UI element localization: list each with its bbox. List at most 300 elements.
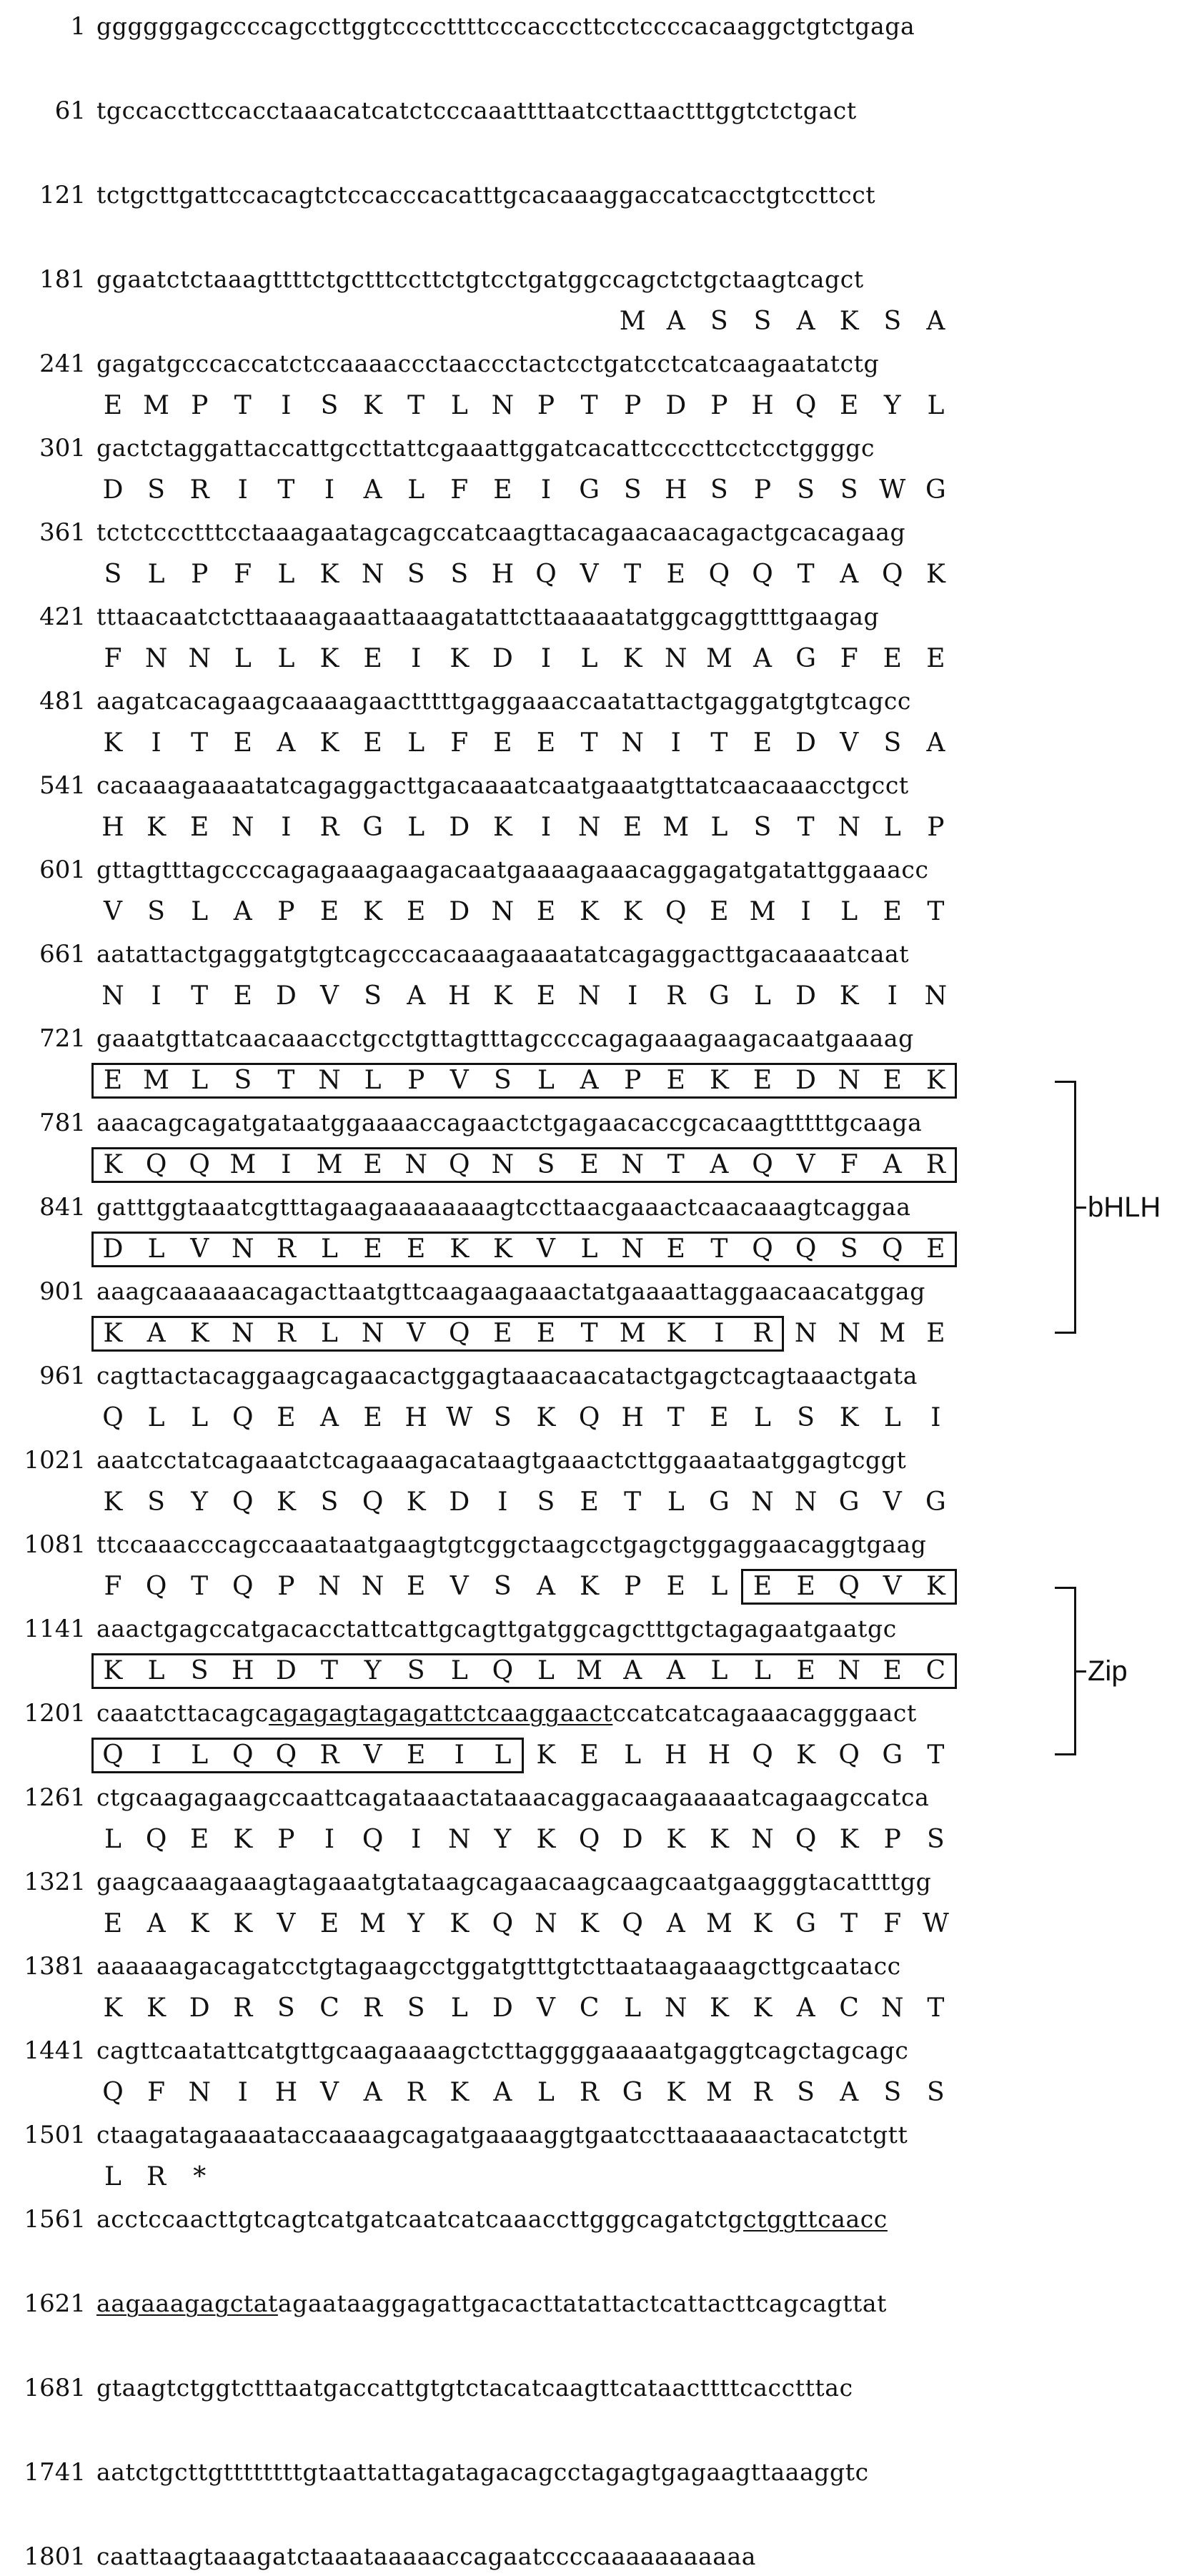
- amino-acid: S: [537, 1150, 555, 1179]
- amino-acid: F: [234, 560, 252, 589]
- nucleotide-line: [0, 1272, 1182, 1311]
- amino-acid: E: [319, 897, 339, 926]
- amino-acid: K: [709, 1825, 729, 1854]
- amino-acid: K: [666, 2078, 686, 2107]
- position-number: 1741: [24, 2458, 86, 2487]
- amino-acid: K: [363, 391, 383, 420]
- amino-acid: T: [624, 1487, 642, 1517]
- amino-acid: A: [537, 1572, 555, 1601]
- amino-acid: S: [927, 1825, 945, 1854]
- amino-acid: L: [407, 475, 425, 505]
- protein-line: [0, 808, 1182, 847]
- domain-box: [91, 1738, 524, 1773]
- amino-acid: S: [407, 1656, 425, 1685]
- amino-acid: K: [103, 1656, 123, 1685]
- amino-acid: T: [191, 728, 209, 758]
- amino-acid: E: [883, 897, 902, 926]
- amino-acid: A: [363, 2078, 382, 2107]
- amino-acid: E: [926, 644, 945, 673]
- amino-acid: K: [146, 1993, 167, 2023]
- amino-acid: S: [147, 475, 165, 505]
- amino-acid: A: [233, 897, 252, 926]
- nucleotide-line: [0, 429, 1182, 467]
- amino-acid: R: [753, 1319, 773, 1348]
- amino-acid: V: [190, 1234, 209, 1264]
- amino-acid: N: [838, 1656, 860, 1685]
- amino-acid: T: [277, 475, 295, 505]
- amino-acid: K: [103, 728, 123, 758]
- amino-acid: N: [838, 813, 860, 842]
- amino-acid: V: [796, 1150, 815, 1179]
- amino-acid: N: [838, 1066, 860, 1095]
- amino-acid: E: [666, 1572, 685, 1601]
- amino-acid: K: [536, 1403, 556, 1432]
- amino-acid: K: [925, 1066, 945, 1095]
- amino-acid: L: [147, 560, 165, 589]
- amino-acid: K: [666, 1319, 686, 1348]
- amino-acid: I: [454, 1740, 465, 1770]
- amino-acid: E: [580, 1487, 599, 1517]
- amino-acid: H: [232, 1656, 254, 1685]
- amino-acid: K: [622, 897, 642, 926]
- amino-acid: N: [794, 1487, 818, 1517]
- dna-sequence: ggggggagccccagccttggtccccttttcccacccttcctccccacaaggctgtctgaga: [96, 12, 915, 40]
- amino-acid: E: [710, 1403, 729, 1432]
- amino-acid: S: [797, 1403, 815, 1432]
- amino-acid: R: [363, 1993, 383, 2023]
- amino-acid: F: [104, 644, 122, 673]
- amino-acid: K: [753, 1909, 773, 1938]
- amino-acid: N: [621, 1234, 644, 1264]
- amino-acid: L: [104, 2162, 121, 2191]
- dna-sequence: ggaatctctaaagttttctgctttccttctgtcctgatggccagctctgctaagtcagct: [96, 265, 864, 293]
- position-number: 61: [54, 96, 86, 125]
- amino-acid: L: [710, 1572, 728, 1601]
- amino-acid: G: [838, 1487, 860, 1517]
- amino-acid: I: [627, 981, 638, 1011]
- amino-acid: K: [319, 644, 339, 673]
- amino-acid: S: [407, 560, 425, 589]
- amino-acid: I: [151, 1740, 162, 1770]
- amino-acid: R: [189, 475, 209, 505]
- position-number: 1261: [24, 1783, 86, 1812]
- amino-acid: A: [840, 560, 859, 589]
- amino-acid: Q: [535, 560, 557, 589]
- amino-acid: N: [751, 1487, 774, 1517]
- amino-acid: T: [667, 1403, 685, 1432]
- amino-acid: R: [146, 2162, 167, 2191]
- dna-sequence: ctaagatagaaaataccaaaagcagatgaaaaggtgaatccttaaaaaactacatctgtt: [96, 2121, 908, 2149]
- amino-acid: C: [319, 1993, 339, 2023]
- amino-acid: E: [753, 1066, 773, 1095]
- amino-acid: L: [191, 1403, 209, 1432]
- amino-acid: F: [840, 1150, 858, 1179]
- amino-acid: T: [407, 391, 425, 420]
- amino-acid: V: [450, 1572, 469, 1601]
- amino-acid: K: [709, 1066, 729, 1095]
- nucleotide-line: [0, 176, 1182, 214]
- position-number: 1441: [24, 2036, 86, 2065]
- nucleotide-line: [0, 2453, 1182, 2492]
- amino-acid: S: [450, 560, 469, 589]
- amino-acid: L: [710, 813, 728, 842]
- amino-acid: E: [363, 1150, 382, 1179]
- protein-line: [0, 640, 1182, 678]
- amino-acid: H: [665, 1740, 687, 1770]
- amino-acid: I: [151, 981, 162, 1011]
- dna-sequence: cagttactacaggaagcagaacactggagtaaacaacatactgagctcagtaaactgata: [96, 1362, 918, 1389]
- nucleotide-line: [0, 1947, 1182, 1986]
- position-number: 1621: [24, 2289, 86, 2318]
- amino-acid: K: [492, 1234, 512, 1264]
- amino-acid: S: [147, 897, 165, 926]
- dna-sequence: aagatcacagaagcaaaagaactttttgaggaaaccaatattactgaggatgtgtcagcc: [96, 687, 912, 715]
- position-number: 1801: [24, 2542, 86, 2571]
- amino-acid: D: [492, 1993, 513, 2023]
- amino-acid: R: [276, 1234, 296, 1264]
- amino-acid: M: [619, 1319, 646, 1348]
- dna-sequence: tctgcttgattccacagtctccacccacatttgcacaaaggaccatcacctgtccttcct: [96, 181, 876, 209]
- amino-acid: T: [191, 981, 209, 1011]
- amino-acid: A: [796, 307, 815, 336]
- amino-acid: D: [449, 813, 470, 842]
- amino-acid: L: [754, 1403, 771, 1432]
- amino-acid: A: [407, 981, 426, 1011]
- amino-acid: L: [580, 1234, 598, 1264]
- amino-acid: P: [277, 1572, 295, 1601]
- amino-acid: L: [624, 1993, 642, 2023]
- amino-acid: N: [751, 1825, 774, 1854]
- amino-acid: S: [753, 813, 772, 842]
- amino-acid: N: [188, 644, 211, 673]
- amino-acid: I: [411, 644, 422, 673]
- amino-acid: E: [233, 728, 252, 758]
- amino-acid: Q: [882, 560, 903, 589]
- dna-sequence: caattaagtaaagatctaaataaaaaccagaatccccaaaaaaaaaaa: [96, 2542, 757, 2570]
- dna-sequence: ctgcaagagaagccaattcagataaactataaacaggacaagaaaaatcagaagccatca: [96, 1783, 930, 1811]
- amino-acid: E: [753, 1572, 773, 1601]
- amino-acid: V: [320, 2078, 339, 2107]
- amino-acid: P: [624, 1572, 642, 1601]
- amino-acid: V: [883, 1487, 902, 1517]
- amino-acid: F: [840, 644, 858, 673]
- nucleotide-line: [0, 766, 1182, 805]
- amino-acid: D: [275, 981, 297, 1011]
- amino-acid: H: [448, 981, 471, 1011]
- amino-acid: E: [536, 728, 556, 758]
- nucleotide-line: [0, 2537, 1182, 2576]
- amino-acid: Q: [578, 1825, 600, 1854]
- amino-acid: A: [710, 1150, 729, 1179]
- amino-acid: E: [666, 1066, 685, 1095]
- amino-acid: S: [840, 475, 858, 505]
- amino-acid: I: [324, 1825, 335, 1854]
- amino-acid: N: [188, 2078, 211, 2107]
- amino-acid: G: [709, 1487, 730, 1517]
- amino-acid: L: [191, 1066, 209, 1095]
- amino-acid: L: [147, 1403, 165, 1432]
- amino-acid: E: [753, 728, 773, 758]
- amino-acid: M: [316, 1150, 343, 1179]
- amino-acid: S: [277, 1993, 295, 2023]
- position-number: 1381: [24, 1952, 86, 1981]
- amino-acid: E: [623, 813, 642, 842]
- nucleotide-line: [0, 1610, 1182, 1648]
- amino-acid: K: [450, 1909, 470, 1938]
- amino-acid: K: [363, 897, 383, 926]
- amino-acid: E: [883, 1656, 902, 1685]
- amino-acid: L: [234, 644, 252, 673]
- amino-acid: F: [450, 728, 469, 758]
- dna-sequence: gatttggtaaatcgtttagaagaaaaaaaagtccttaacgaaactcaacaaagtcaggaa: [96, 1193, 911, 1221]
- amino-acid: S: [883, 307, 902, 336]
- amino-acid: P: [624, 1066, 642, 1095]
- amino-acid: T: [927, 1740, 945, 1770]
- amino-acid: S: [710, 475, 728, 505]
- amino-acid: M: [705, 2078, 732, 2107]
- amino-acid: N: [361, 1319, 384, 1348]
- amino-acid: Q: [492, 1909, 514, 1938]
- amino-acid: N: [361, 560, 384, 589]
- amino-acid: M: [879, 1319, 906, 1348]
- amino-acid: K: [536, 1740, 556, 1770]
- amino-acid: A: [146, 1319, 166, 1348]
- amino-acid: K: [925, 1572, 945, 1601]
- amino-acid: I: [151, 728, 162, 758]
- nucleotide-line: [0, 2116, 1182, 2154]
- amino-acid: H: [491, 560, 515, 589]
- amino-acid: M: [749, 897, 776, 926]
- amino-acid: A: [146, 1909, 166, 1938]
- amino-acid: I: [540, 475, 552, 505]
- amino-acid: E: [796, 1656, 815, 1685]
- amino-acid: E: [536, 981, 556, 1011]
- bracket-tick: [1076, 1207, 1086, 1209]
- amino-acid: N: [838, 1319, 860, 1348]
- amino-acid: I: [281, 813, 292, 842]
- amino-acid: N: [318, 1066, 341, 1095]
- amino-acid: K: [189, 1319, 209, 1348]
- amino-acid: D: [492, 644, 513, 673]
- amino-acid: T: [927, 897, 945, 926]
- amino-acid: E: [190, 813, 209, 842]
- underlined-sequence: ctggttcaacc: [743, 2205, 888, 2233]
- dna-sequence: aaaaaagacagatcctgtagaagcctggatgtttgtcttaataagaaagcttgcaatacc: [96, 1952, 901, 1980]
- nucleotide-line: [0, 1188, 1182, 1227]
- nucleotide-line: [0, 1019, 1182, 1058]
- amino-acid: A: [753, 644, 772, 673]
- amino-acid: I: [237, 2078, 248, 2107]
- amino-acid: T: [710, 1234, 728, 1264]
- amino-acid: N: [232, 1234, 254, 1264]
- amino-acid: D: [795, 1066, 817, 1095]
- amino-acid: I: [237, 475, 248, 505]
- amino-acid: M: [705, 1909, 732, 1938]
- amino-acid: G: [925, 1487, 946, 1517]
- amino-acid: I: [497, 1487, 508, 1517]
- amino-acid: E: [883, 644, 902, 673]
- amino-acid: E: [103, 1909, 123, 1938]
- amino-acid: Q: [145, 1150, 167, 1179]
- amino-acid: S: [753, 307, 772, 336]
- amino-acid: L: [407, 728, 425, 758]
- amino-acid: K: [450, 644, 470, 673]
- amino-acid: H: [751, 391, 774, 420]
- amino-acid: P: [191, 560, 209, 589]
- amino-acid: F: [104, 1572, 122, 1601]
- amino-acid: K: [319, 728, 339, 758]
- amino-acid: T: [624, 560, 642, 589]
- position-number: 661: [39, 940, 86, 969]
- amino-acid: Q: [752, 1150, 773, 1179]
- amino-acid: Q: [752, 1234, 773, 1264]
- amino-acid: I: [324, 475, 335, 505]
- amino-acid: K: [709, 1993, 729, 2023]
- amino-acid: H: [621, 1403, 644, 1432]
- amino-acid: A: [840, 2078, 859, 2107]
- protein-line: [0, 302, 1182, 341]
- protein-line: [0, 724, 1182, 763]
- amino-acid: Q: [102, 2078, 124, 2107]
- amino-acid: V: [363, 1740, 382, 1770]
- amino-acid: T: [580, 391, 598, 420]
- amino-acid: A: [580, 1066, 599, 1095]
- dna-sequence: gttagtttagccccagagaaagaagacaatgaaaagaaacaggagatgatattggaaacc: [96, 856, 929, 883]
- amino-acid: R: [276, 1319, 296, 1348]
- amino-acid: Q: [362, 1487, 384, 1517]
- amino-acid: Q: [102, 1740, 124, 1770]
- amino-acid: S: [407, 1993, 425, 2023]
- amino-acid: N: [232, 1319, 254, 1348]
- amino-acid: K: [103, 1319, 123, 1348]
- amino-acid: L: [927, 391, 945, 420]
- amino-acid: P: [753, 475, 772, 505]
- position-number: 1321: [24, 1868, 86, 1896]
- amino-acid: D: [449, 1487, 470, 1517]
- amino-acid: T: [667, 1150, 685, 1179]
- dna-sequence: aaagcaaaaaacagacttaatgttcaagaagaaactatgaaaattaggaacaacatggag: [96, 1277, 925, 1305]
- amino-acid: T: [927, 1993, 945, 2023]
- amino-acid: T: [277, 1066, 295, 1095]
- amino-acid: H: [707, 1740, 731, 1770]
- amino-acid: C: [925, 1656, 946, 1685]
- amino-acid: S: [623, 475, 642, 505]
- underlined-sequence: aagaaagagctat: [96, 2289, 278, 2317]
- nucleotide-line: [0, 851, 1182, 889]
- dna-sequence: aatattactgaggatgtgtcagcccacaaagaaaatatcagaggacttgacaaaatcaat: [96, 940, 910, 968]
- amino-acid: S: [320, 391, 339, 420]
- nucleotide-line: [0, 1525, 1182, 1564]
- dna-sequence: caaatcttacagcagagagtagagattctcaaggaactccatcatcagaaacagggaact: [96, 1699, 917, 1727]
- amino-acid: P: [710, 391, 728, 420]
- amino-acid: E: [666, 560, 685, 589]
- nucleotide-line: [0, 935, 1182, 974]
- amino-acid: K: [103, 1993, 123, 2023]
- amino-acid: L: [450, 391, 468, 420]
- position-number: 781: [39, 1109, 86, 1137]
- amino-acid: T: [710, 728, 728, 758]
- amino-acid: E: [233, 981, 252, 1011]
- amino-acid: Q: [449, 1319, 470, 1348]
- amino-acid: T: [797, 813, 815, 842]
- amino-acid: *: [193, 2162, 207, 2191]
- amino-acid: L: [494, 1740, 512, 1770]
- amino-acid: G: [795, 644, 816, 673]
- dna-sequence: gagatgcccaccatctccaaaaccctaaccctactcctgatcctcatcaagaatatctg: [96, 350, 880, 377]
- amino-acid: N: [577, 981, 601, 1011]
- nucleotide-line: [0, 2284, 1182, 2323]
- protein-line: [0, 1905, 1182, 1943]
- amino-acid: E: [363, 1403, 382, 1432]
- amino-acid: V: [883, 1572, 902, 1601]
- amino-acid: E: [710, 897, 729, 926]
- amino-acid: V: [840, 728, 859, 758]
- amino-acid: Q: [838, 1740, 860, 1770]
- domain-box: [91, 1316, 784, 1352]
- amino-acid: P: [883, 1825, 901, 1854]
- amino-acid: E: [407, 897, 426, 926]
- amino-acid: E: [407, 1740, 426, 1770]
- amino-acid: E: [407, 1234, 426, 1264]
- amino-acid: H: [404, 1403, 427, 1432]
- amino-acid: A: [623, 1656, 642, 1685]
- dna-sequence: gactctaggattaccattgccttattcgaaattggatcacattccccttcctcctggggc: [96, 434, 875, 462]
- amino-acid: E: [493, 1319, 512, 1348]
- amino-acid: V: [537, 1234, 555, 1264]
- amino-acid: P: [277, 897, 295, 926]
- amino-acid: Q: [708, 560, 730, 589]
- protein-line: [0, 1567, 1182, 1606]
- amino-acid: N: [491, 897, 515, 926]
- amino-acid: T: [320, 1656, 338, 1685]
- amino-acid: G: [579, 475, 600, 505]
- amino-acid: E: [536, 1319, 556, 1348]
- protein-line: [0, 1483, 1182, 1522]
- amino-acid: S: [494, 1572, 512, 1601]
- amino-acid: A: [883, 1150, 902, 1179]
- amino-acid: P: [277, 1825, 295, 1854]
- amino-acid: R: [580, 2078, 600, 2107]
- amino-acid: S: [364, 981, 382, 1011]
- amino-acid: K: [103, 1487, 123, 1517]
- domain-label: Zip: [1088, 1655, 1128, 1687]
- amino-acid: K: [276, 1487, 296, 1517]
- amino-acid: N: [577, 813, 601, 842]
- amino-acid: L: [667, 1487, 685, 1517]
- nucleotide-line: [0, 1104, 1182, 1142]
- dna-sequence: gtaagtctggtctttaatgaccattgtgtctacatcaagttcataacttttcacctttac: [96, 2374, 853, 2402]
- position-number: 1141: [24, 1615, 86, 1643]
- amino-acid: E: [796, 1572, 815, 1601]
- amino-acid: K: [536, 1825, 556, 1854]
- domain-box: [91, 1232, 957, 1267]
- amino-acid: R: [233, 1993, 253, 2023]
- dna-sequence: gaaatgttatcaacaaacctgcctgttagtttagccccagagaaagaagacaatgaaaag: [96, 1024, 914, 1052]
- amino-acid: A: [493, 2078, 512, 2107]
- amino-acid: K: [580, 897, 600, 926]
- amino-acid: L: [191, 1740, 209, 1770]
- amino-acid: N: [491, 1150, 515, 1179]
- amino-acid: D: [622, 1825, 643, 1854]
- amino-acid: W: [879, 475, 906, 505]
- amino-acid: Q: [232, 1403, 254, 1432]
- amino-acid: I: [281, 391, 292, 420]
- amino-acid: E: [190, 1825, 209, 1854]
- position-number: 1201: [24, 1699, 86, 1728]
- amino-acid: T: [840, 1909, 858, 1938]
- amino-acid: R: [753, 2078, 773, 2107]
- amino-acid: I: [800, 897, 811, 926]
